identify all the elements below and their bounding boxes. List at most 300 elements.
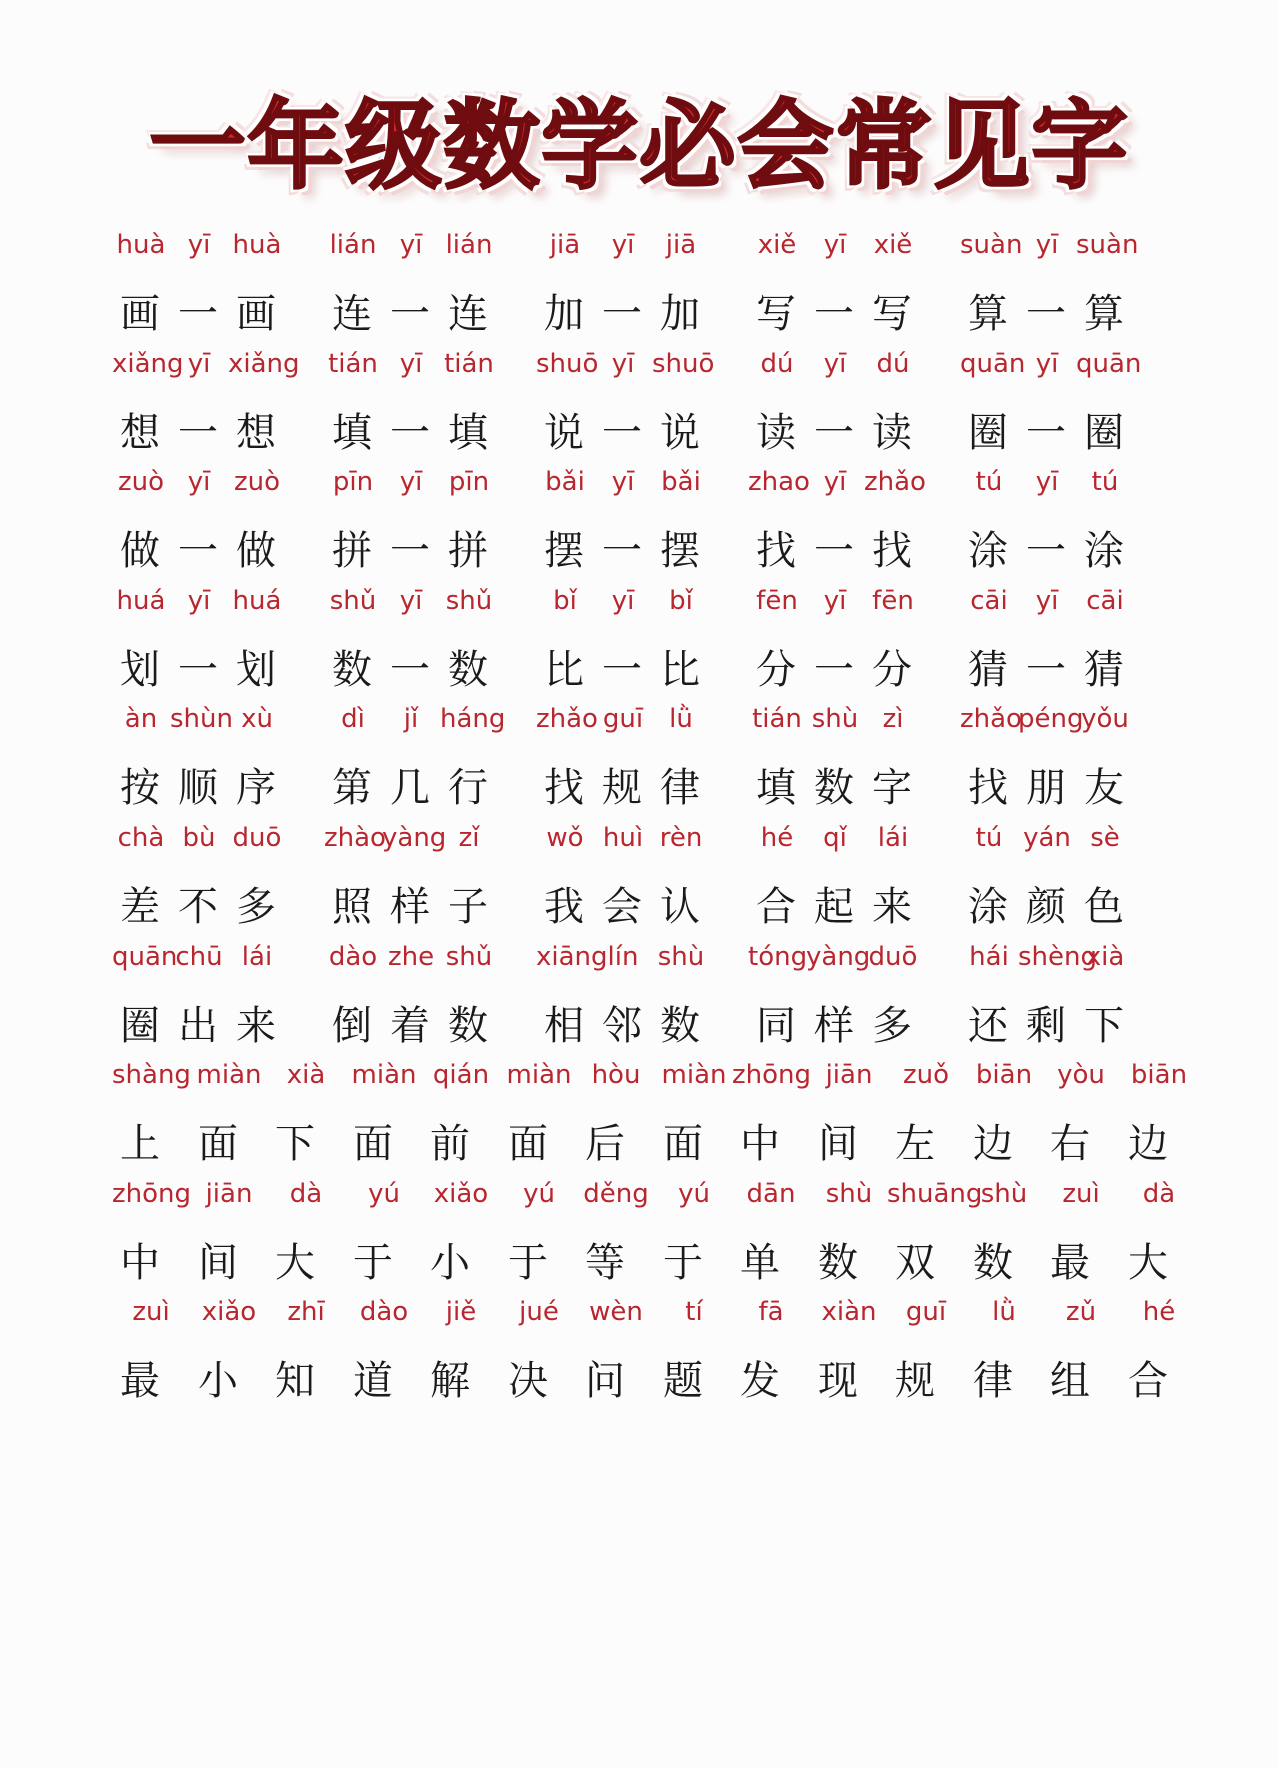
chinese-character: 我 [544, 884, 584, 930]
chinese-character: 单 [740, 1239, 780, 1286]
chinese-character: 行 [448, 765, 488, 812]
pinyin-label [968, 467, 1134, 497]
chinese-character: 左 [895, 1121, 935, 1168]
chinese-word [544, 764, 718, 812]
pinyin-label [117, 467, 286, 498]
chinese-word [332, 409, 506, 457]
chinese-character: 写 [756, 291, 796, 337]
pinyin-syllable: dú [760, 348, 794, 379]
pinyin-label [112, 941, 286, 972]
pinyin-syllable: biān [975, 1060, 1033, 1091]
pinyin-label [756, 586, 922, 616]
chinese-character: 找 [756, 528, 796, 575]
chinese-character: 解 [430, 1358, 470, 1405]
pinyin-syllable: yī [399, 467, 423, 498]
chinese-character: 一 [390, 291, 430, 337]
pinyin-syllable: xià [1085, 941, 1125, 972]
chinese-character: 大 [1128, 1239, 1168, 1286]
chinese-character: 数 [448, 646, 488, 693]
pinyin-syllable: wèn [589, 1297, 643, 1328]
chinese-character: 最 [1050, 1239, 1090, 1286]
chinese-character: 朋 [1026, 765, 1066, 812]
chinese-word [275, 1120, 431, 1168]
pinyin-syllable: děng [583, 1178, 649, 1209]
pinyin-syllable: xiě [873, 230, 913, 260]
chinese-character: 猜 [1084, 646, 1124, 693]
chinese-character: 于 [508, 1239, 548, 1286]
chinese-character: 相 [544, 1002, 584, 1049]
pinyin-syllable: jiā [665, 230, 697, 260]
pinyin-syllable: yī [399, 348, 423, 379]
chinese-character: 找 [872, 528, 912, 575]
pinyin-syllable: zhe [387, 941, 435, 972]
pinyin-syllable: yī [187, 585, 211, 616]
pinyin-syllable: zhào [324, 823, 386, 853]
chinese-character: 道 [353, 1358, 393, 1405]
chinese-character: 数 [332, 646, 372, 693]
pinyin-syllable: shǔ [329, 585, 377, 616]
chinese-character: 圈 [1084, 409, 1124, 456]
chinese-character: 照 [332, 884, 372, 930]
pinyin-syllable: bǎi [545, 467, 585, 498]
chinese-character: 间 [198, 1239, 238, 1286]
pinyin-syllable: yī [187, 467, 211, 498]
chinese-character: 做 [236, 528, 276, 575]
pinyin-syllable: shù [980, 1178, 1028, 1209]
pinyin-syllable: huà [232, 230, 282, 260]
chinese-character: 一 [390, 409, 430, 456]
chinese-character: 面 [353, 1121, 393, 1168]
chinese-character: 上 [120, 1121, 160, 1168]
pinyin-syllable: xù [241, 704, 273, 735]
pinyin-syllable: bǎi [661, 467, 701, 498]
chinese-character: 多 [236, 884, 276, 930]
chinese-word [968, 409, 1142, 457]
chinese-character: 一 [178, 646, 218, 693]
pinyin-label [536, 704, 710, 735]
pinyin-label [430, 1179, 578, 1209]
chinese-character: 面 [663, 1121, 703, 1168]
chinese-character: 一 [602, 528, 642, 575]
pinyin-syllable: shuō [652, 348, 715, 379]
chinese-word [1050, 1357, 1206, 1405]
chinese-character: 前 [430, 1121, 470, 1168]
chinese-character: 样 [390, 884, 430, 930]
chinese-character: 读 [872, 409, 912, 456]
chinese-character: 做 [120, 528, 160, 575]
chinese-character: 拼 [448, 528, 488, 575]
pinyin-syllable: yī [611, 467, 635, 498]
chinese-word [120, 1357, 276, 1405]
chinese-word [968, 764, 1142, 812]
pinyin-syllable: yī [1035, 467, 1059, 498]
chinese-character: 等 [585, 1239, 625, 1286]
pinyin-label [1050, 1179, 1198, 1209]
pinyin-label [536, 348, 715, 379]
chinese-character: 划 [120, 646, 160, 693]
chinese-character: 想 [236, 409, 276, 456]
pinyin-syllable: xiāng [536, 941, 608, 972]
chinese-character: 起 [814, 884, 854, 930]
pinyin-syllable: miàn [661, 1060, 727, 1091]
pinyin-syllable: zhao [748, 467, 810, 498]
chinese-character: 找 [968, 765, 1008, 812]
pinyin-syllable: yī [187, 230, 211, 260]
chinese-character: 色 [1084, 884, 1124, 930]
pinyin-syllable: háng [440, 704, 506, 735]
chinese-character: 邻 [602, 1002, 642, 1049]
pinyin-syllable: jiān [825, 1060, 873, 1091]
chinese-character: 规 [895, 1358, 935, 1405]
chinese-word [120, 764, 294, 812]
chinese-character: 连 [332, 291, 372, 337]
chinese-character: 颜 [1026, 884, 1066, 930]
pinyin-label [756, 349, 922, 379]
chinese-character: 摆 [544, 528, 584, 575]
pinyin-syllable: tú [975, 467, 1003, 498]
pinyin-label [740, 1179, 888, 1209]
pinyin-syllable: guī [602, 704, 644, 735]
chinese-character: 一 [1026, 291, 1066, 337]
pinyin-syllable: zǔ [1065, 1297, 1097, 1328]
pinyin-syllable: xiǎng [228, 348, 300, 379]
pinyin-syllable: yàng [806, 941, 871, 972]
chinese-word [968, 646, 1142, 694]
chinese-character: 摆 [660, 528, 700, 575]
chinese-character: 现 [818, 1358, 858, 1405]
pinyin-syllable: xiǎng [112, 348, 184, 379]
pinyin-syllable: shù [825, 1178, 873, 1209]
chinese-character: 一 [602, 646, 642, 693]
chinese-word [1050, 1120, 1206, 1168]
chinese-character: 一 [178, 528, 218, 575]
pinyin-label [585, 1297, 733, 1327]
chinese-character: 算 [1084, 291, 1124, 337]
chinese-word [120, 883, 294, 931]
chinese-word [585, 1120, 741, 1168]
chinese-word [544, 883, 718, 931]
pinyin-syllable: yī [823, 230, 847, 260]
chinese-word [1050, 1239, 1206, 1287]
pinyin-label [275, 1179, 423, 1209]
chinese-character: 数 [814, 765, 854, 812]
pinyin-syllable: chū [175, 941, 223, 972]
chinese-character: 说 [544, 409, 584, 456]
chinese-character: 来 [236, 1002, 276, 1049]
pinyin-label [732, 1060, 888, 1091]
chinese-character: 圈 [968, 409, 1008, 456]
chinese-character: 题 [663, 1358, 703, 1405]
chinese-character: 来 [872, 884, 912, 930]
pinyin-syllable: hái [969, 941, 1009, 972]
pinyin-label [120, 704, 286, 734]
pinyin-label [1050, 1297, 1198, 1327]
pinyin-syllable: yī [823, 348, 847, 379]
pinyin-syllable: shù [657, 941, 705, 972]
pinyin-syllable: dì [341, 704, 365, 735]
pinyin-syllable: tú [975, 823, 1003, 853]
chinese-character: 一 [1026, 409, 1066, 456]
chinese-character: 按 [120, 765, 160, 812]
pinyin-syllable: zì [882, 704, 904, 735]
pinyin-label [116, 585, 286, 616]
pinyin-syllable: shùn [170, 704, 233, 735]
chinese-word [120, 1002, 294, 1050]
pinyin-label [1050, 1060, 1198, 1090]
pinyin-syllable: yī [611, 348, 635, 379]
chinese-word [544, 290, 718, 338]
pinyin-syllable: yī [399, 230, 423, 260]
pinyin-syllable: zuò [233, 467, 281, 498]
chinese-word [756, 527, 930, 575]
pinyin-syllable: yǒu [1081, 704, 1129, 735]
pinyin-syllable: yú [523, 1178, 555, 1209]
chinese-character: 画 [120, 291, 160, 337]
pinyin-syllable: biān [1130, 1060, 1188, 1091]
chinese-character: 还 [968, 1002, 1008, 1049]
chinese-character: 第 [332, 765, 372, 812]
pinyin-syllable: shèng [1018, 941, 1098, 972]
pinyin-label [887, 1178, 1043, 1209]
chinese-word [430, 1239, 586, 1287]
chinese-character: 大 [275, 1239, 315, 1286]
chinese-character: 规 [602, 765, 642, 812]
chinese-character: 发 [740, 1358, 780, 1405]
chinese-character: 差 [120, 884, 160, 930]
pinyin-syllable: miàn [196, 1060, 262, 1091]
chinese-character: 分 [872, 646, 912, 693]
pinyin-syllable: pīn [448, 467, 490, 498]
pinyin-syllable: duō [232, 823, 282, 853]
pinyin-syllable: fēn [756, 585, 798, 616]
chinese-word [756, 1002, 930, 1050]
chinese-character: 填 [332, 409, 372, 456]
pinyin-syllable: lǜ [992, 1297, 1016, 1328]
pinyin-syllable: bǐ [669, 585, 693, 616]
chinese-word [544, 646, 718, 694]
pinyin-syllable: zhī [287, 1297, 325, 1328]
chinese-character: 面 [198, 1121, 238, 1168]
chinese-character: 一 [602, 291, 642, 337]
pinyin-label [968, 823, 1134, 853]
chinese-word [585, 1239, 741, 1287]
pinyin-syllable: yī [1035, 230, 1059, 260]
pinyin-label [748, 467, 926, 498]
pinyin-syllable: huà [116, 230, 166, 260]
pinyin-label [585, 1179, 733, 1209]
chinese-character: 边 [973, 1121, 1013, 1168]
chinese-word [332, 527, 506, 575]
chinese-character: 律 [660, 765, 700, 812]
chinese-character: 一 [602, 409, 642, 456]
pinyin-syllable: sè [1090, 823, 1120, 853]
pinyin-label [430, 1060, 578, 1090]
pinyin-syllable: quān [112, 941, 178, 972]
pinyin-syllable: yī [823, 467, 847, 498]
pinyin-syllable: guī [905, 1297, 947, 1328]
pinyin-syllable: cāi [1086, 585, 1124, 616]
pinyin-syllable: tián [444, 348, 494, 379]
chinese-word [756, 883, 930, 931]
chinese-character: 组 [1050, 1358, 1090, 1405]
chinese-word [120, 1239, 276, 1287]
pinyin-syllable: hé [1142, 1297, 1176, 1328]
pinyin-syllable: bù [182, 823, 216, 853]
chinese-character: 涂 [1084, 528, 1124, 575]
chinese-character: 会 [602, 884, 642, 930]
pinyin-syllable: zǐ [458, 823, 480, 853]
pinyin-syllable: duō [868, 941, 918, 972]
chinese-word [120, 646, 294, 694]
chinese-character: 加 [660, 291, 700, 337]
chinese-word [332, 764, 506, 812]
pinyin-syllable: dà [1142, 1178, 1176, 1209]
chinese-character: 一 [814, 646, 854, 693]
chinese-character: 下 [1084, 1002, 1124, 1049]
chinese-word [756, 764, 930, 812]
chinese-character: 序 [236, 765, 276, 812]
chinese-character: 中 [740, 1121, 780, 1168]
chinese-word [544, 527, 718, 575]
pinyin-syllable: xiǎo [201, 1297, 257, 1328]
chinese-character: 写 [872, 291, 912, 337]
pinyin-syllable: quān [1076, 348, 1142, 379]
pinyin-syllable: zhǎo [536, 704, 598, 735]
chinese-character: 边 [1128, 1121, 1168, 1168]
pinyin-syllable: lián [445, 230, 493, 260]
pinyin-syllable: lái [877, 823, 909, 853]
pinyin-syllable: yī [611, 585, 635, 616]
pinyin-label [748, 941, 922, 972]
pinyin-syllable: qǐ [823, 823, 847, 853]
pinyin-label [328, 941, 498, 972]
pinyin-syllable: shuāng [887, 1178, 983, 1209]
chinese-character: 找 [544, 765, 584, 812]
chinese-character: 一 [814, 528, 854, 575]
chinese-word [120, 527, 294, 575]
pinyin-label [117, 823, 286, 853]
pinyin-syllable: yī [1035, 585, 1059, 616]
pinyin-label [960, 704, 1134, 735]
chinese-character: 加 [544, 291, 584, 337]
pinyin-syllable: yī [1035, 348, 1059, 379]
pinyin-syllable: tú [1091, 467, 1119, 498]
pinyin-syllable: péng [1018, 704, 1084, 735]
pinyin-syllable: dào [328, 941, 378, 972]
page-title: 一年级数学必会常见字 [149, 90, 1130, 202]
chinese-character: 不 [178, 884, 218, 930]
pinyin-label [895, 1297, 1043, 1327]
chinese-character: 圈 [120, 1002, 160, 1049]
chinese-character: 算 [968, 291, 1008, 337]
pinyin-label [275, 1297, 423, 1327]
chinese-character: 多 [872, 1002, 912, 1049]
chinese-character: 友 [1084, 765, 1124, 812]
chinese-character: 画 [236, 291, 276, 337]
pinyin-syllable: lín [607, 941, 639, 972]
chinese-character: 问 [585, 1358, 625, 1405]
chinese-character: 下 [275, 1121, 315, 1168]
chinese-character: 填 [448, 409, 488, 456]
chinese-word [332, 290, 506, 338]
chinese-character: 小 [198, 1358, 238, 1405]
pinyin-syllable: yī [823, 585, 847, 616]
chinese-character: 同 [756, 1002, 796, 1049]
chinese-character: 中 [120, 1239, 160, 1286]
pinyin-syllable: zhōng [112, 1178, 192, 1209]
pinyin-syllable: rèn [659, 823, 703, 853]
pinyin-label [544, 230, 710, 260]
pinyin-syllable: shuō [536, 348, 599, 379]
pinyin-label [275, 1060, 423, 1090]
pinyin-label [329, 230, 498, 260]
chinese-character: 于 [353, 1239, 393, 1286]
chinese-word [544, 409, 718, 457]
pinyin-label [536, 941, 710, 972]
pinyin-syllable: àn [124, 704, 158, 735]
pinyin-syllable: fā [758, 1297, 784, 1328]
pinyin-syllable: xiàn [821, 1297, 877, 1328]
chinese-word [544, 1002, 718, 1050]
chinese-character: 于 [663, 1239, 703, 1286]
chinese-character: 子 [448, 884, 488, 930]
chinese-word [968, 883, 1142, 931]
pinyin-label [968, 942, 1134, 972]
chinese-word [740, 1357, 896, 1405]
pinyin-syllable: jiā [549, 230, 581, 260]
chinese-word [120, 290, 294, 338]
pinyin-syllable: jǐ [403, 704, 419, 735]
chinese-character: 比 [544, 646, 584, 693]
chinese-word [275, 1357, 431, 1405]
pinyin-syllable: dān [746, 1178, 796, 1209]
pinyin-label [112, 1178, 268, 1209]
pinyin-label [960, 230, 1139, 260]
pinyin-syllable: zuì [1062, 1178, 1100, 1209]
pinyin-syllable: xiě [757, 230, 797, 260]
chinese-word [332, 646, 506, 694]
chinese-character: 一 [814, 409, 854, 456]
pinyin-syllable: dào [359, 1297, 409, 1328]
pinyin-syllable: jiān [205, 1178, 253, 1209]
pinyin-syllable: huá [232, 585, 282, 616]
chinese-character: 数 [973, 1239, 1013, 1286]
pinyin-label [895, 1060, 1043, 1090]
pinyin-syllable: tián [328, 348, 378, 379]
pinyin-label [752, 704, 922, 735]
chinese-character: 连 [448, 291, 488, 337]
pinyin-syllable: hòu [591, 1060, 641, 1091]
chinese-word [585, 1357, 741, 1405]
pinyin-syllable: miàn [506, 1060, 572, 1091]
pinyin-label [332, 467, 498, 497]
pinyin-label [756, 230, 922, 260]
chinese-character: 决 [508, 1358, 548, 1405]
chinese-character: 着 [390, 1002, 430, 1049]
pinyin-label [332, 704, 506, 735]
pinyin-syllable: zuò [117, 467, 165, 498]
chinese-character: 填 [756, 765, 796, 812]
pinyin-label [324, 823, 498, 853]
pinyin-label [430, 1297, 578, 1327]
pinyin-label [585, 1060, 733, 1090]
chinese-character: 出 [178, 1002, 218, 1049]
pinyin-syllable: yī [399, 585, 423, 616]
chinese-character: 面 [508, 1121, 548, 1168]
pinyin-syllable: huì [602, 823, 644, 853]
chinese-character: 一 [178, 409, 218, 456]
chinese-character: 划 [236, 646, 276, 693]
